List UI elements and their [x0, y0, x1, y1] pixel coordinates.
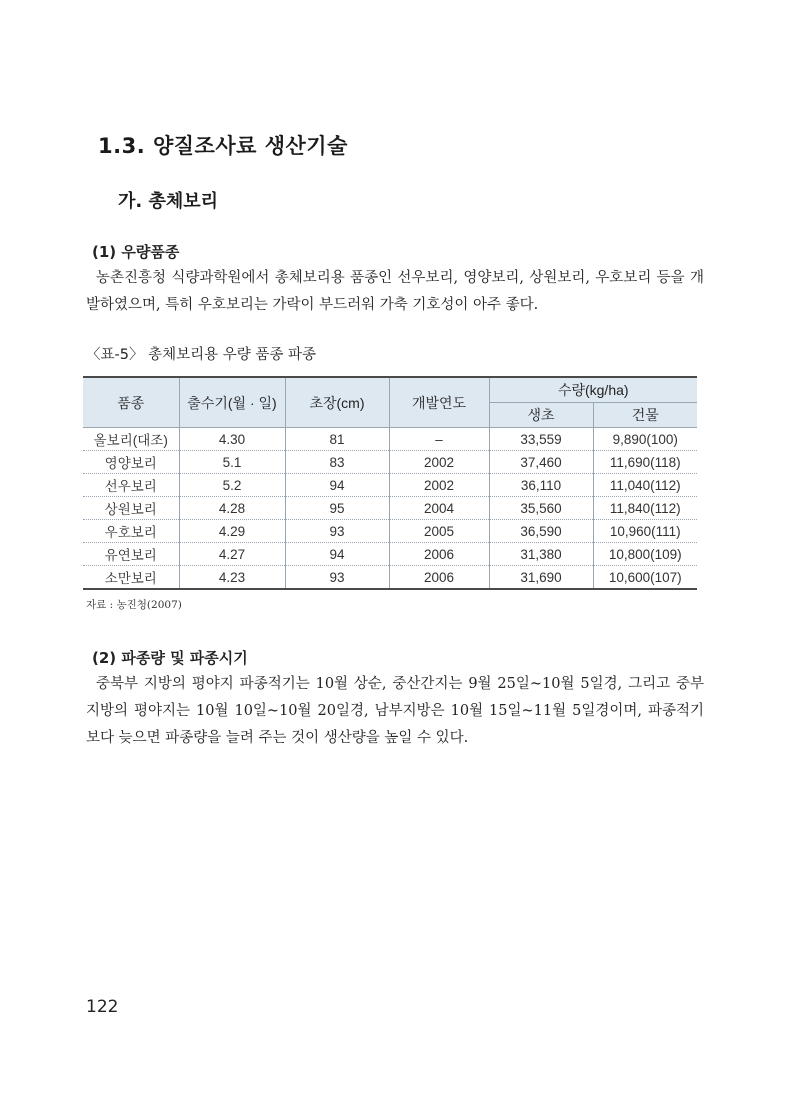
- table-row: [83, 566, 697, 590]
- cell-dry-yield: 9,890(100): [593, 428, 697, 451]
- cell-development-year: –: [389, 428, 489, 451]
- cell-dry-yield: 10,800(109): [593, 543, 697, 566]
- cell-dry-yield: 11,840(112): [593, 497, 697, 520]
- cell-development-year: 2005: [389, 520, 489, 543]
- table-row: [83, 451, 697, 474]
- heading-superior-varieties: (1) 우량품종: [92, 243, 180, 261]
- table-row: [83, 474, 697, 497]
- cell-dry-yield: 11,040(112): [593, 474, 697, 497]
- cell-variety: 선우보리: [83, 474, 179, 497]
- cell-dry-yield: 10,600(107): [593, 566, 697, 590]
- table-row: [83, 520, 697, 543]
- cell-variety: 상원보리: [83, 497, 179, 520]
- table-row: [83, 428, 697, 451]
- cell-heading-date: 5.1: [179, 451, 285, 474]
- cell-heading-date: 4.27: [179, 543, 285, 566]
- table-header-row: [83, 377, 697, 403]
- cell-heading-date: 4.28: [179, 497, 285, 520]
- header-development-year: 개발연도: [389, 377, 489, 428]
- cell-heading-date: 5.2: [179, 474, 285, 497]
- cell-fresh-yield: 31,690: [489, 566, 593, 590]
- table-row: [83, 497, 697, 520]
- header-heading-date: 출수기(월 · 일): [179, 377, 285, 428]
- cell-heading-date: 4.23: [179, 566, 285, 590]
- cell-plant-height: 95: [285, 497, 389, 520]
- variety-table: [83, 376, 697, 590]
- section-title: 1.3. 양질조사료 생산기술: [98, 134, 348, 158]
- cell-fresh-yield: 35,560: [489, 497, 593, 520]
- heading-seeding-rate: (2) 파종량 및 파종시기: [92, 649, 248, 667]
- cell-fresh-yield: 36,110: [489, 474, 593, 497]
- cell-plant-height: 93: [285, 520, 389, 543]
- cell-development-year: 2002: [389, 474, 489, 497]
- cell-dry-yield: 11,690(118): [593, 451, 697, 474]
- header-variety: 품종: [83, 377, 179, 428]
- header-yield: 수량(kg/ha): [489, 377, 697, 403]
- cell-plant-height: 94: [285, 543, 389, 566]
- cell-fresh-yield: 33,559: [489, 428, 593, 451]
- table-row: [83, 543, 697, 566]
- cell-fresh-yield: 37,460: [489, 451, 593, 474]
- cell-fresh-yield: 36,590: [489, 520, 593, 543]
- paragraph-superior-varieties: 농촌진흥청 식량과학원에서 총체보리용 품종인 선우보리, 영양보리, 상원보리, 우호보리 등을 개발하였으며, 특히 우호보리는 가락이 부드러워 가축 기호성이 아주 좋다.: [86, 270, 704, 313]
- cell-variety: 소만보리: [83, 566, 179, 590]
- cell-development-year: 2004: [389, 497, 489, 520]
- cell-heading-date: 4.30: [179, 428, 285, 451]
- page-number: 122: [86, 997, 119, 1017]
- table-caption: 〈표-5〉 총체보리용 우량 품종 파종: [86, 347, 316, 363]
- subsection-title: 가. 총체보리: [118, 191, 219, 212]
- header-plant-height: 초장(cm): [285, 377, 389, 428]
- cell-plant-height: 94: [285, 474, 389, 497]
- cell-variety: 올보리(대조): [83, 428, 179, 451]
- header-fresh-weight: 생초: [489, 403, 593, 428]
- cell-development-year: 2006: [389, 543, 489, 566]
- cell-variety: 우호보리: [83, 520, 179, 543]
- cell-development-year: 2006: [389, 566, 489, 590]
- cell-heading-date: 4.29: [179, 520, 285, 543]
- cell-variety: 영양보리: [83, 451, 179, 474]
- paragraph-seeding-rate: 중북부 지방의 평야지 파종적기는 10월 상순, 중산간지는 9월 25일~10월 5일경, 그리고 중부지방의 평야지는 10월 10일~10월 20일경, 남부지방은 10월 15일~11월 5일경이며, 파종적기보다 늦으면 파종량을 늘려 주는 것이 생산량을 높일 수 있다.: [86, 676, 704, 746]
- cell-dry-yield: 10,960(111): [593, 520, 697, 543]
- cell-variety: 유연보리: [83, 543, 179, 566]
- cell-plant-height: 83: [285, 451, 389, 474]
- cell-fresh-yield: 31,380: [489, 543, 593, 566]
- cell-plant-height: 81: [285, 428, 389, 451]
- cell-plant-height: 93: [285, 566, 389, 590]
- cell-development-year: 2002: [389, 451, 489, 474]
- table-source-note: 자료 : 농진청(2007): [86, 599, 182, 611]
- header-dry-weight: 건물: [593, 403, 697, 428]
